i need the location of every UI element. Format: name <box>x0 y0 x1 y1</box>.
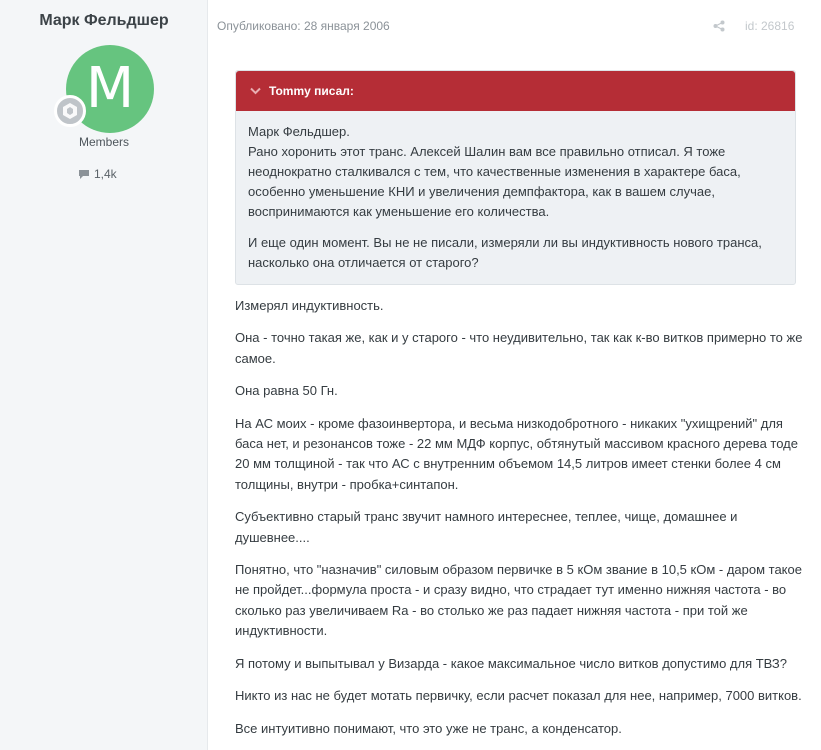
post-date: Опубликовано: 28 января 2006 <box>217 19 390 33</box>
quote-header[interactable] <box>236 71 795 111</box>
post-content <box>235 296 805 750</box>
quote-paragraph: Марк Фельдшер. Рано хоронить этот транс. Алексей Шалин вам все правильно отписал. Я тоже неоднократно сталкивался с тем, что качественные изменения в характере баса, особенно уменьшение КНИ и увеличения демпфактора, как в вашем случае, воспринимаются как уменьшение его количества. <box>248 124 741 219</box>
content-paragraph: На АС моих - кроме фазоинвертора, и весьма низкодобротного - никаких "ухищрений" для баса нет, и резонансов тоже - 22 мм МДФ корпус, обтянутый массивом красного дерева тоде 20 мм толщиной - так что АС с внутренним объемом 14,5 литров имеет стенки более 4 см толщины, внутри - пробка+синтапон. <box>235 415 798 492</box>
quote-body <box>236 111 795 273</box>
chevron-down-icon <box>250 87 261 95</box>
content-paragraph: Никто из нас не будет мотать первичку, если расчет показал для нее, например, 7000 витков. <box>235 688 802 704</box>
post-count <box>78 167 117 181</box>
comment-icon <box>78 169 90 180</box>
author-sidebar <box>0 0 208 750</box>
content-paragraph: Я потому и выпытывал у Визарда - какое максимальное число витков допустимо для ТВЗ? <box>235 655 787 671</box>
post-count-value: 1,4k <box>94 167 117 181</box>
rank-badge-icon <box>54 95 86 127</box>
quote-author: Tommy писал: <box>269 84 354 98</box>
content-paragraph: Измерял индуктивность. <box>235 298 384 313</box>
quote-paragraph: И еще один момент. Вы не не писали, измеряли ли вы индуктивность нового транса, насколько она отличается от старого? <box>248 235 762 270</box>
content-paragraph: Она - точно такая же, как и у старого - что неудивительно, так как к-во витков примерно то же самое. <box>235 330 803 366</box>
content-paragraph: Все интуитивно понимают, что это уже не транс, а конденсатор. <box>235 720 622 736</box>
post-id[interactable]: id: 26816 <box>745 19 795 33</box>
content-paragraph: Субъективно старый транс звучит намного интереснее, теплее, чище, домашнее и душевнее.... <box>235 509 738 545</box>
quote-block <box>235 70 796 285</box>
author-name[interactable]: Марк Фельдшер <box>39 12 169 29</box>
content-paragraph: Она равна 50 Гн. <box>235 383 338 399</box>
avatar[interactable]: M <box>66 45 154 133</box>
author-group: Members <box>78 135 129 149</box>
share-icon[interactable] <box>713 19 725 37</box>
content-paragraph: Понятно, что "назначив" силовым образом первичке в 5 кОм звание в 10,5 кОм - даром такое не пройдет...формула проста - и сразу видно, что страдает тут именно нижняя частота - во сколько раз увеличиваем Ra - во столько же раз падает нижняя частота - при той же индуктивности. <box>235 562 802 639</box>
